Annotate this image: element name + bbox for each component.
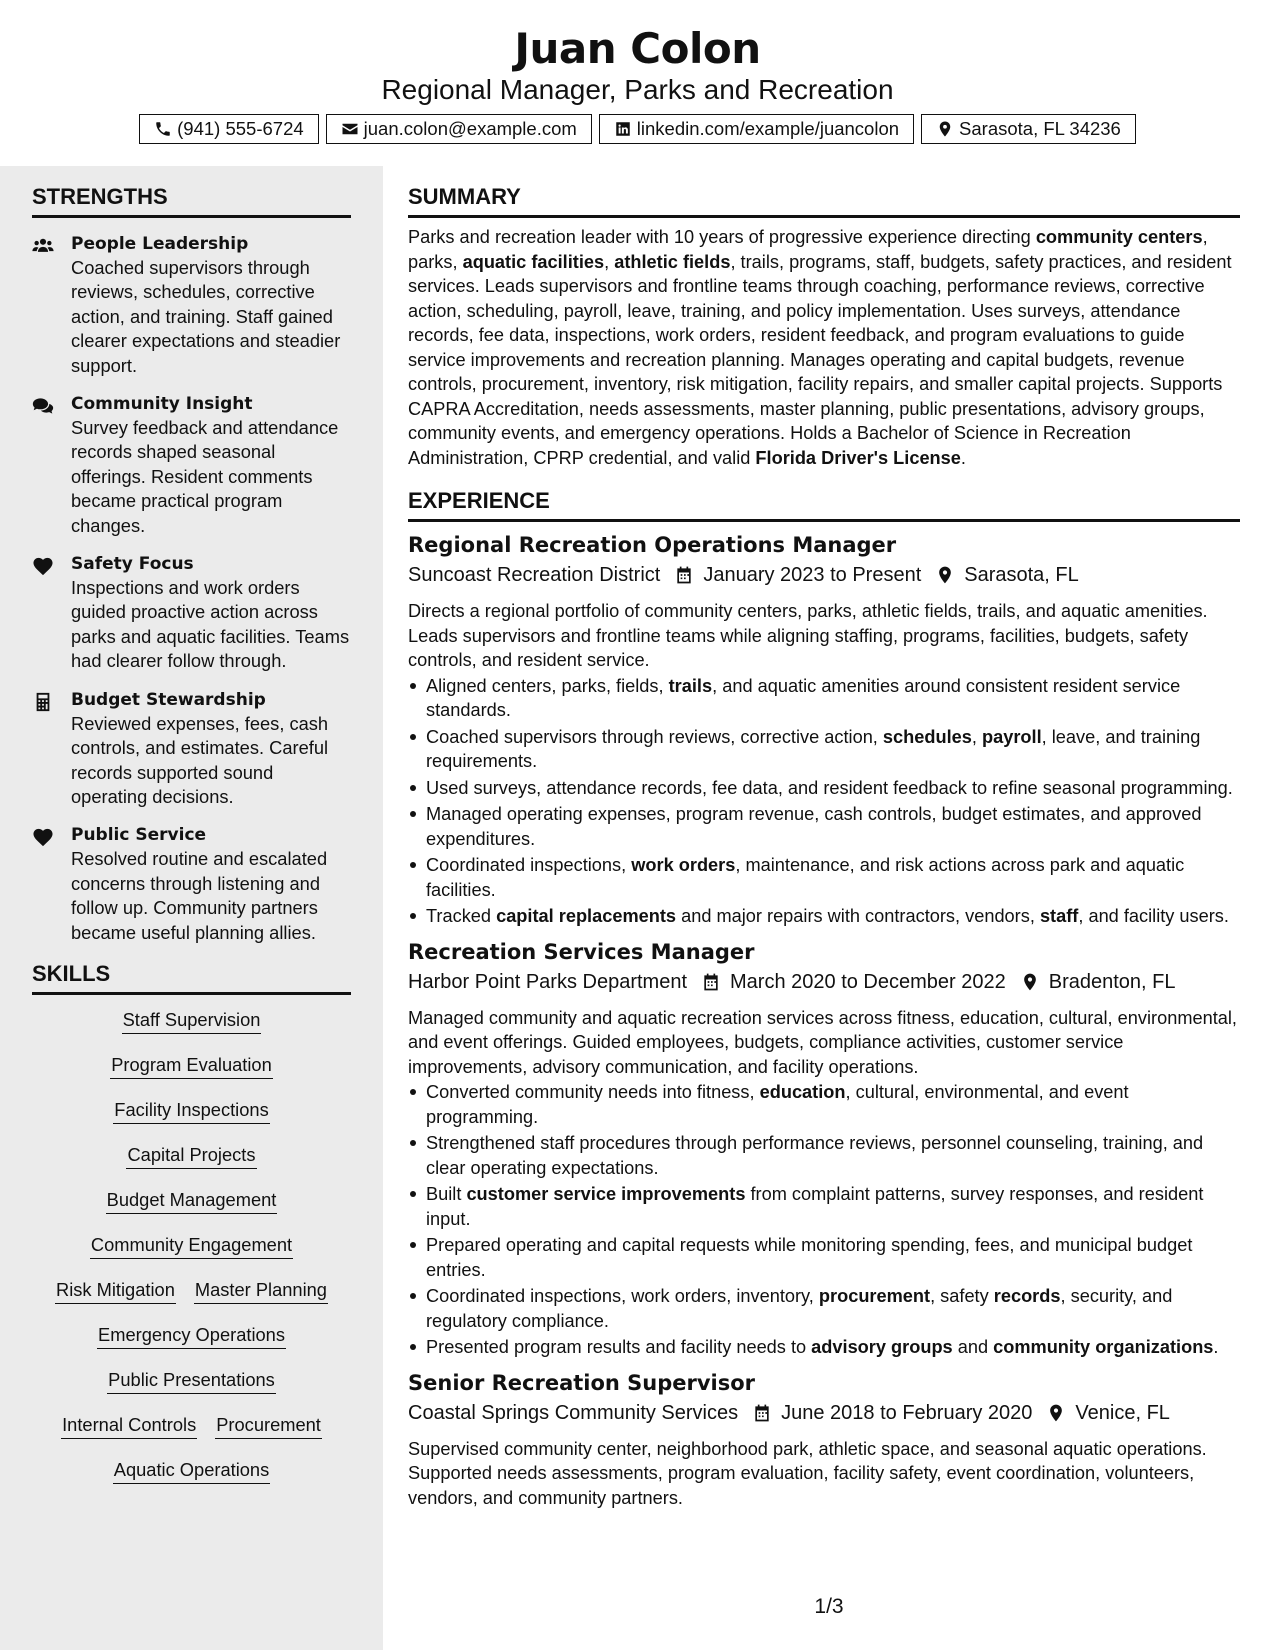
experience-heading: EXPERIENCE xyxy=(408,486,1240,522)
resume-header xyxy=(0,0,1275,166)
job-dates: March 2020 to December 2022 xyxy=(730,970,1006,993)
job-description: Managed community and aquatic recreation services across fitness, education, cultural, environmental, and event offerings. Guided employees, budgets, compliance activities, customer service improvements, advisory communication, and facility operations. xyxy=(408,1007,1237,1077)
envelope-icon xyxy=(341,120,359,138)
skill-tag: Master Planning xyxy=(194,1277,328,1304)
page-number: 1/3 xyxy=(814,1595,844,1618)
candidate-title: Regional Manager, Parks and Recreation xyxy=(381,74,894,105)
map-pin-icon xyxy=(936,120,954,138)
strength-desc: Resolved routine and escalated concerns through listening and follow up. Community partners became useful planning allies. xyxy=(71,848,328,943)
job-location: Sarasota, FL xyxy=(964,564,1079,586)
strength-title: Safety Focus xyxy=(71,554,194,575)
comments-icon xyxy=(32,396,54,416)
phone-number: (941) 555-6724 xyxy=(177,118,304,139)
skill-tag: Public Presentations xyxy=(107,1367,276,1394)
location-text: Sarasota, FL 34236 xyxy=(959,118,1121,139)
job-company: Coastal Springs Community Services xyxy=(408,1401,739,1424)
job-dates: January 2023 to Present xyxy=(703,564,922,586)
bullet-item: Strengthened staff procedures through performance reviews, personnel counseling, training, and clear operating expectations. xyxy=(408,1131,1240,1180)
strength-item xyxy=(32,823,351,945)
contact-linkedin[interactable] xyxy=(599,114,914,144)
bullet-item: Coordinated inspections, work orders, inventory, procurement, safety records, security, and regulatory compliance. xyxy=(408,1284,1240,1333)
job-meta xyxy=(408,560,1240,590)
job-title: Recreation Services Manager xyxy=(408,939,755,964)
strength-item xyxy=(32,552,351,674)
summary-heading: SUMMARY xyxy=(408,182,1240,218)
job-location: Venice, FL xyxy=(1075,1401,1170,1424)
strength-desc: Reviewed expenses, fees, cash controls, and estimates. Careful records supported sound operating decisions. xyxy=(71,712,329,807)
map-pin-icon xyxy=(935,565,955,585)
contact-email[interactable] xyxy=(326,114,592,144)
heart-icon xyxy=(32,827,54,847)
calendar-icon xyxy=(701,972,721,992)
job-company: Suncoast Recreation District xyxy=(408,564,661,586)
bullet-item: Built customer service improvements from complaint patterns, survey responses, and resident input. xyxy=(408,1182,1240,1231)
job-location: Bradenton, FL xyxy=(1048,970,1176,993)
skill-tag: Facility Inspections xyxy=(113,1097,269,1124)
job-entry xyxy=(408,1369,1240,1511)
bullet-item: Tracked capital replacements and major repairs with contractors, vendors, staff, and facility users. xyxy=(408,904,1240,929)
strength-desc: Survey feedback and attendance records shaped seasonal offerings. Resident comments became practical program changes. xyxy=(71,417,339,536)
skill-tag: Program Evaluation xyxy=(110,1052,273,1079)
strength-desc: Inspections and work orders guided proactive action across parks and aquatic facilities. Teams had clearer follow through. xyxy=(71,577,350,672)
phone-icon xyxy=(154,120,172,138)
job-description: Directs a regional portfolio of community centers, parks, athletic fields, trails, and aquatic amenities. Leads supervisors and frontline teams while aligning staffing, programs, facilities, budgets, safety controls, and resident service. xyxy=(408,601,1208,670)
bullet-item: Aligned centers, parks, fields, trails, and aquatic amenities around consistent resident service standards. xyxy=(408,674,1240,723)
skill-tag: Budget Management xyxy=(106,1187,278,1214)
job-company: Harbor Point Parks Department xyxy=(408,970,688,993)
candidate-name: Juan Colon xyxy=(514,24,761,73)
strength-title: People Leadership xyxy=(71,234,249,254)
strengths-list xyxy=(32,232,351,945)
strength-item xyxy=(32,232,351,378)
strength-desc: Coached supervisors through reviews, schedules, corrective action, and training. Staff gained clearer expectations and steadier support. xyxy=(71,257,341,376)
calculator-icon xyxy=(32,692,54,712)
bullet-item: Used surveys, attendance records, fee data, and resident feedback to refine seasonal programming. xyxy=(408,776,1240,801)
job-title: Senior Recreation Supervisor xyxy=(408,1370,756,1395)
job-entry xyxy=(408,531,1240,929)
skill-tag: Aquatic Operations xyxy=(113,1457,270,1484)
main-column xyxy=(408,166,1240,1510)
summary-text: Parks and recreation leader with 10 years of progressive experience directing community centers, parks, aquatic facilities, athletic fields, trails, programs, staff, budgets, safety practices, and resident services. Leads supervisors and frontline teams through coaching, performance reviews, corrective action, scheduling, payroll, leave, training, and policy implementation. Uses surveys, attendance records, fee data, inspections, work orders, resident feedback, and program evaluations to guide service improvements and recreation planning. Manages operating and capital budgets, revenue controls, procurement, inventory, risk mitigation, facility repairs, and smaller capital projects. Supports CAPRA Accreditation, needs assessments, master planning, public presentations, advisory groups, community events, and emergency operations. Holds a Bachelor of Science in Recreation Administration, CPRP credential, and valid Florida Driver's License. xyxy=(408,227,1232,468)
email-link[interactable]: juan.colon@example.com xyxy=(363,118,577,139)
bullet-item: Prepared operating and capital requests while monitoring spending, fees, and municipal budget entries. xyxy=(408,1233,1240,1282)
skill-tag: Risk Mitigation xyxy=(55,1277,176,1304)
job-entry xyxy=(408,938,1240,1360)
job-bullets xyxy=(408,674,1240,929)
contact-phone xyxy=(139,114,319,144)
bullet-item: Managed operating expenses, program revenue, cash controls, budget estimates, and approved expenditures. xyxy=(408,802,1240,851)
skills-list xyxy=(32,1007,351,1502)
skill-tag: Community Engagement xyxy=(90,1232,293,1259)
skills-heading: SKILLS xyxy=(32,959,351,995)
bullet-item: Converted community needs into fitness, education, cultural, environmental, and event programming. xyxy=(408,1080,1240,1129)
calendar-icon xyxy=(674,565,694,585)
strength-title: Community Insight xyxy=(71,394,253,415)
heart-icon xyxy=(32,556,54,576)
job-dates: June 2018 to February 2020 xyxy=(781,1401,1033,1424)
bullet-item: Presented program results and facility needs to advisory groups and community organizations. xyxy=(408,1335,1240,1360)
job-meta xyxy=(408,967,1240,997)
job-meta xyxy=(408,1398,1240,1428)
skill-tag: Procurement xyxy=(215,1412,322,1439)
strength-item xyxy=(32,688,351,810)
strength-item xyxy=(32,392,351,538)
map-pin-icon xyxy=(1020,972,1040,992)
calendar-icon xyxy=(752,1403,772,1423)
users-icon xyxy=(32,236,54,256)
job-bullets xyxy=(408,1080,1240,1360)
job-title: Regional Recreation Operations Manager xyxy=(408,533,897,557)
linkedin-link[interactable]: linkedin.com/example/juancolon xyxy=(636,118,900,139)
contact-location xyxy=(921,114,1136,144)
strengths-heading: STRENGTHS xyxy=(32,182,351,218)
strength-title: Public Service xyxy=(71,825,207,846)
job-description: Supervised community center, neighborhood park, athletic space, and seasonal aquatic operations. Supported needs assessments, program evaluation, facility safety, event coordination, volunteers, vendors, and community partners. xyxy=(408,1438,1207,1508)
skill-tag: Staff Supervision xyxy=(122,1007,262,1034)
skill-tag: Internal Controls xyxy=(61,1412,197,1439)
skill-tag: Capital Projects xyxy=(126,1142,256,1169)
sidebar xyxy=(0,166,383,1650)
bullet-item: Coordinated inspections, work orders, maintenance, and risk actions across park and aquatic facilities. xyxy=(408,853,1240,902)
map-pin-icon xyxy=(1046,1403,1066,1423)
skill-tag: Emergency Operations xyxy=(97,1322,286,1349)
bullet-item: Coached supervisors through reviews, corrective action, schedules, payroll, leave, and training requirements. xyxy=(408,725,1240,774)
contact-bar xyxy=(0,114,1275,144)
strength-title: Budget Stewardship xyxy=(71,689,266,710)
linkedin-icon xyxy=(614,120,632,138)
